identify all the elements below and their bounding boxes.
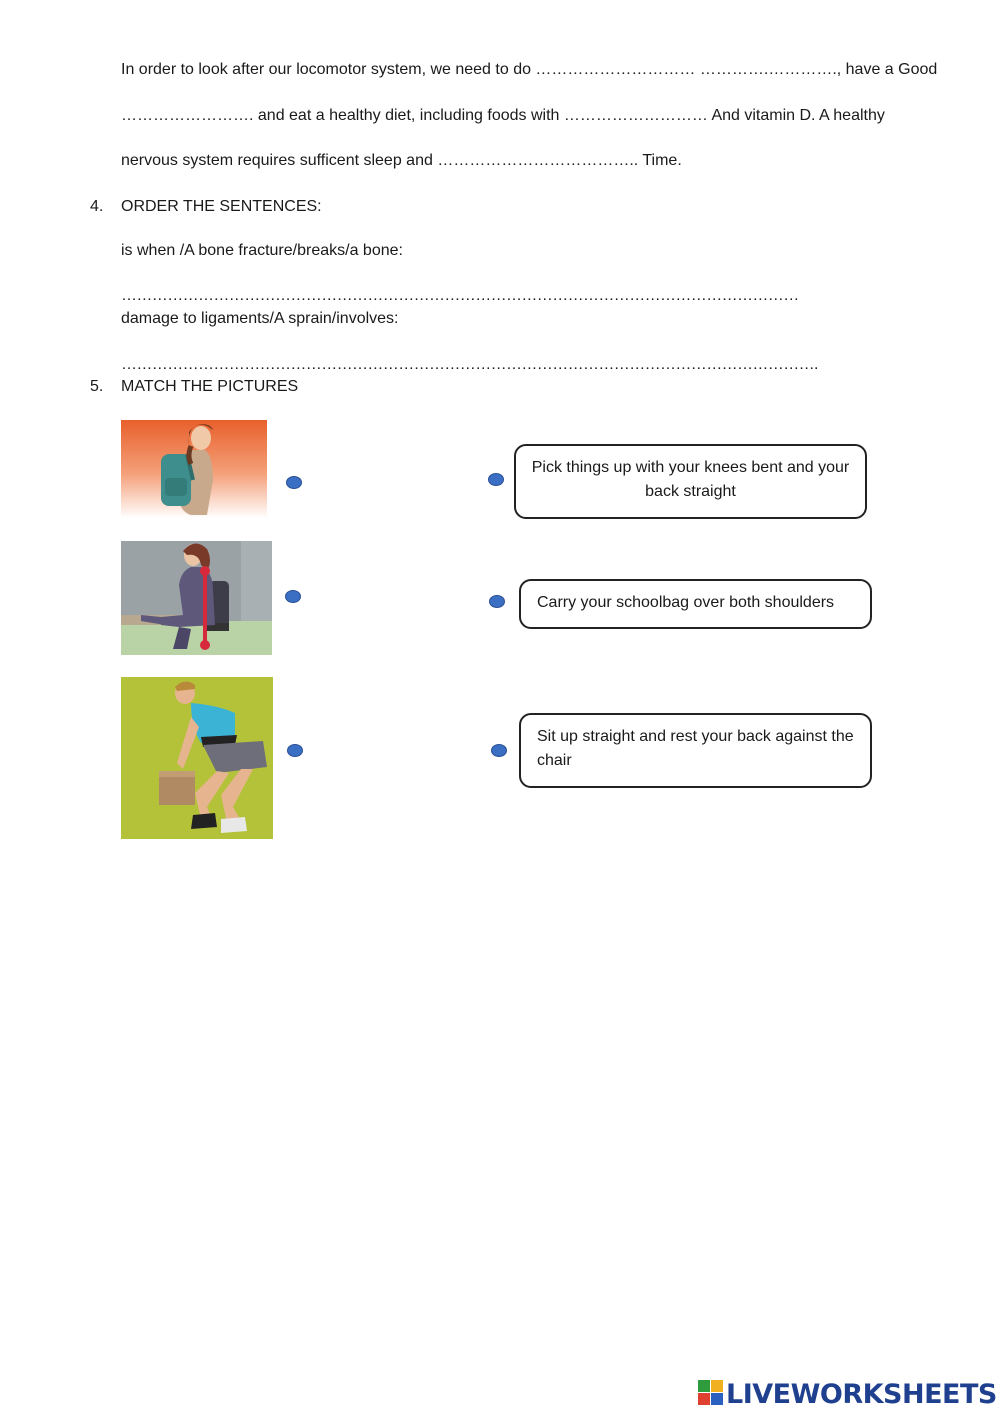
match-dot-option-2[interactable] bbox=[489, 595, 505, 608]
section-4-number: 4. bbox=[90, 198, 104, 215]
match-dot-picture-3[interactable] bbox=[287, 744, 303, 757]
section-5-title: MATCH THE PICTURES bbox=[121, 378, 299, 395]
paragraph-line-2: ……………………. and eat a healthy diet, including foods with ……………………… And vitamin D. A healthy bbox=[121, 107, 885, 124]
woman-sitting-at-desk-image bbox=[121, 541, 272, 655]
option-box-carry-schoolbag[interactable]: Carry your schoolbag over both shoulders bbox=[519, 579, 872, 629]
man-lifting-box-image bbox=[121, 677, 273, 839]
girl-with-backpack-image bbox=[121, 420, 267, 518]
answer-line-1[interactable]: …………………………………………………………………………………………………………………… bbox=[121, 287, 799, 304]
liveworksheets-logo-icon bbox=[698, 1380, 724, 1408]
paragraph-line-1: In order to look after our locomotor system, we need to do ………………………… ………….…………., have a Good bbox=[121, 61, 938, 78]
option-box-pick-things-up[interactable]: Pick things up with your knees bent and your back straight bbox=[514, 444, 867, 519]
match-dot-option-1[interactable] bbox=[488, 473, 504, 486]
liveworksheets-logo-text: LIVEWORKSHEETS bbox=[726, 1378, 997, 1410]
match-dot-option-3[interactable] bbox=[491, 744, 507, 757]
match-dot-picture-2[interactable] bbox=[285, 590, 301, 603]
section-5-number: 5. bbox=[90, 378, 104, 395]
liveworksheets-logo bbox=[698, 1378, 997, 1410]
order-sentence-2: damage to ligaments/A sprain/involves: bbox=[121, 310, 399, 327]
order-sentence-1: is when /A bone fracture/breaks/a bone: bbox=[121, 242, 403, 259]
match-dot-picture-1[interactable] bbox=[286, 476, 302, 489]
section-4-title: ORDER THE SENTENCES: bbox=[121, 198, 322, 215]
option-box-sit-up-straight[interactable]: Sit up straight and rest your back against the chair bbox=[519, 713, 872, 788]
paragraph-line-3: nervous system requires sufficent sleep and ……………………………….. Time. bbox=[121, 152, 682, 169]
answer-line-2[interactable]: ………………………………………………………………………………………………………………………. bbox=[121, 356, 818, 373]
